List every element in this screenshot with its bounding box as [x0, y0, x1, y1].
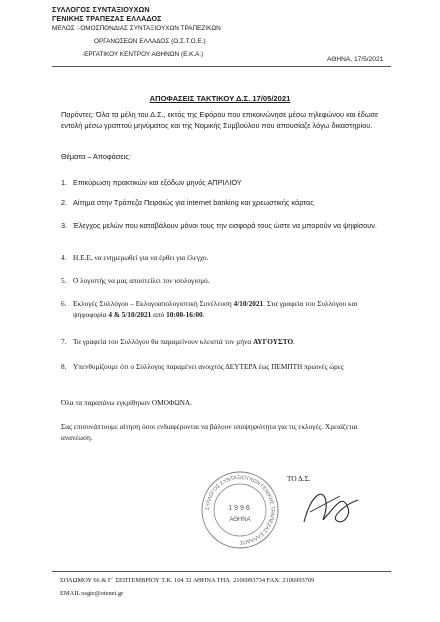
seal-city: ΑΘΗΝΑ	[229, 517, 251, 523]
membership-line3: -ΕΡΓΑΤΙΚΟΥ ΚΕΝΤΡΟΥ ΑΘΗΝΩΝ (Ε.Κ.Α.)	[82, 51, 204, 58]
org-name-line2: ΓΕΝΙΚΗΣ ΤΡΑΠΕΖΑΣ ΕΛΛΑΔΟΣ	[52, 14, 162, 23]
document-title: ΑΠΟΦΑΣΕΙΣ ΤΑΚΤΙΚΟΥ Δ.Σ. 17/05/2021	[149, 94, 291, 103]
footer-address: ΣΟΛΩΜΟΥ 66 & Γ΄ ΣΕΠΤΕΜΒΡΙΟΥ Τ.Κ. 104 32 ΑΘΗΝΑ ΤΗΛ. 2106993734 FAX: 2106993709	[60, 577, 315, 584]
document-date: ΑΘΗΝΑ, 17/5/2021	[327, 56, 384, 63]
signature	[296, 482, 366, 537]
footer-divider	[52, 571, 391, 572]
org-name-line1: ΣΥΛΛΟΓΟΣ ΣΥΝΤΑΞΙΟΥΧΩΝ	[52, 5, 150, 14]
attendance-paragraph: Παρόντες: Όλα τα μέλη του Δ.Σ., εκτός της Εφόρου που επικοινώνησε μέσω τηλεφώνου και έδωσε εντολή μέσω γραπτού μηνύματος και της Νομικής Συμβούλου που απουσίαζε λόγω δικαστηρίου.	[61, 110, 379, 130]
membership-line1: ΜΕΛΟΣ :-ΟΜΟΣΠΟΝΔΙΑΣ ΣΥΝΤΑΞΙΟΥΧΩΝ ΤΡΑΠΕΖΙΚΩΝ	[52, 25, 221, 32]
seal-year: 1996	[228, 505, 252, 512]
closing-text: Σας επισυνάπτουμε αίτηση όσοι ενδιαφέρονται να βάλουν υποψηφιότητα για τις εκλογές. Χρειάζεται ανανέωση.	[61, 422, 358, 442]
membership-line2: ΟΡΓΑΝΩΣΕΩΝ ΕΛΛΑΔΟΣ (Ο.Σ.Τ.Ο.Ε.)	[94, 38, 206, 45]
topics-heading: Θέματα – Αποφάσεις:	[61, 152, 131, 161]
signoff: ΤΟ Δ.Σ.	[287, 474, 311, 483]
association-seal	[200, 470, 280, 550]
footer-email: EMAIL:ssgte@otenet.gr	[60, 590, 124, 597]
seal-ring-text: ΣΥΛΛΟΓΟΣ ΣΥΝΤΑΞΙΟΥΧΩΝ ΓΕΝΙΚΗΣ ΤΡΑΠΕΖΑΣ ΕΛΛΑΔΟΣ	[204, 474, 276, 546]
header-divider	[52, 66, 391, 67]
approval-text: Όλα τα παραπάνω εγκρίθηκαν ΟΜΟΦΩΝΑ.	[61, 398, 193, 407]
